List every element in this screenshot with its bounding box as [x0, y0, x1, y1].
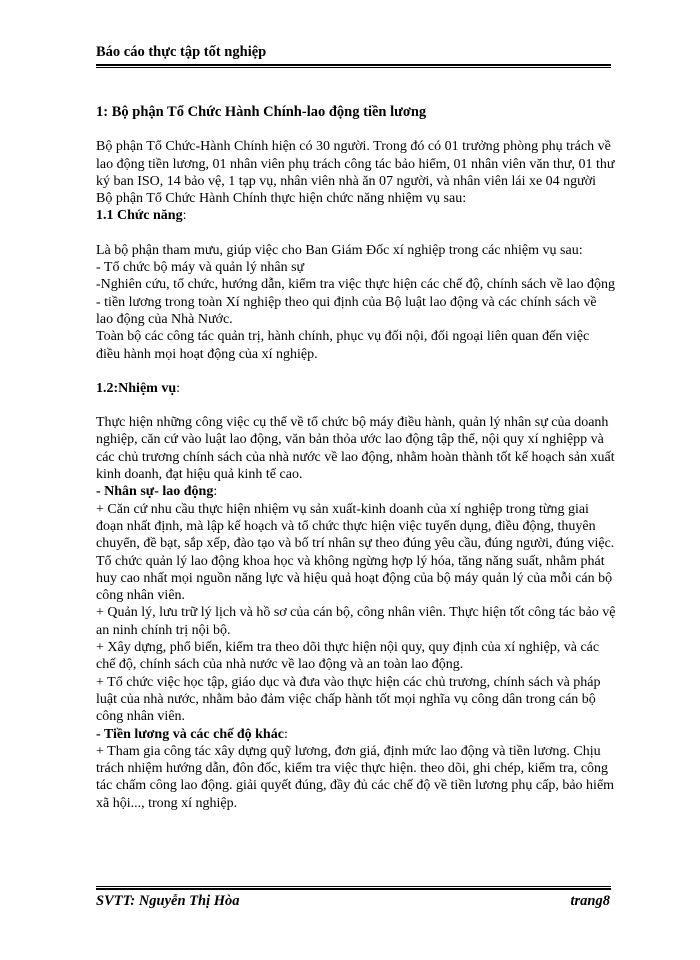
function-heading — [96, 207, 616, 224]
staff-item: + Quản lý, lưu trữ lý lịch và hồ sơ của cán bộ, công nhân viên. Thực hiện tốt công tác bảo vệ an ninh chính trị nội bộ. — [96, 605, 616, 638]
section-intro-2: Bộ phận Tổ Chức Hành Chính thực hiện chức năng nhiệm vụ sau: — [96, 191, 467, 207]
staff-item: + Tổ chức việc học tập, giáo dục và đưa vào thực hiện các chủ trương, chính sách và pháp luật của nhà nước, nhằm bảo đảm việc chấp hành tốt mọi nghĩa vụ công dân trong cán bộ công nhân viên. — [96, 674, 601, 725]
page-header: Báo cáo thực tập tốt nghiệp — [96, 44, 267, 60]
staff-item: + Xây dựng, phổ biến, kiểm tra theo dõi thực hiện nội quy, quy định của xí nghiệp, và các chế độ, chính sách của nhà nước về lao động và an toàn lao động. — [96, 640, 600, 673]
function-paragraph-2: - Tổ chức bộ máy và quản lý nhân sự — [96, 260, 305, 276]
section-intro: Bộ phận Tổ Chức-Hành Chính hiện có 30 người. Trong đó có 01 trưởng phòng phụ trách về lao động tiền lương, 01 nhân viên phụ trách công tác bảo hiểm, 01 nhân viên văn thư, 01 thư ký ban ISO, 14 bảo vệ, 1 tạp vụ, nhân viên nhà ăn 07 người, và nhân viên lái xe 04 người — [96, 139, 615, 189]
function-paragraph-1: Là bộ phận tham mưu, giúp việc cho Ban Giám Đốc xí nghiệp trong các nhiệm vụ sau: — [96, 242, 583, 258]
salary-subheading-colon: : — [283, 726, 288, 742]
duty-heading — [96, 380, 616, 397]
salary-subheading-text: - Tiền lương và các chế độ khác — [96, 726, 284, 742]
duty-heading-text: 1.2:Nhiệm vụ — [96, 380, 177, 396]
footer-page-number: trang8 — [570, 893, 610, 909]
staff-subheading-colon: : — [213, 484, 218, 500]
function-paragraph-4: Toàn bộ các công tác quản trị, hành chính, phục vụ đối nội, đối ngoại liên quan đến việc điều hành mọi hoạt động của xí nghiệp. — [96, 329, 590, 362]
document-body — [96, 104, 616, 812]
duty-heading-colon: : — [176, 380, 181, 396]
function-paragraph-3: -Nghiên cứu, tổ chức, hướng dẫn, kiểm tra việc thực hiện các chế độ, chính sách về lao động - tiền lương trong toàn Xí nghiệp theo qui định của Bộ luật lao động và các chính sách về lao động của Nhà Nước. — [96, 277, 616, 327]
footer-author: SVTT: Nguyễn Thị Hòa — [96, 893, 240, 909]
function-heading-colon: : — [182, 208, 187, 224]
header-divider — [96, 64, 611, 68]
staff-item: + Căn cứ nhu cầu thực hiện nhiệm vụ sản xuất-kinh doanh của xí nghiệp trong từng giai đoạn nhất định, mà lập kế hoạch và tổ chức thực hiện việc tuyển dụng, điều động, thuyên chuyển, đề bạt, sắp xếp, đào tạo và bố trí nhân sự theo đúng yêu cầu, đúng người, đúng việc. Tổ chức quản lý lao động khoa học và không ngừng hợp lý hóa, tăng năng suất, nhằm phát huy cao nhất mọi nguồn năng lực và hiệu quả hoạt động của bộ máy quản lý của mỗi cán bộ công nhân viên. — [96, 501, 615, 604]
function-heading-text: 1.1 Chức năng — [96, 208, 183, 224]
duty-paragraph-1: Thực hiện những công việc cụ thể về tổ chức bộ máy điều hành, quản lý nhân sự của doanh nghiệp, căn cứ vào luật lao động, văn bản thỏa ước lao động tập thể, nội quy xí nghiệpp và các chủ trương chính sách của nhà nước về lao động, nhằm hoàn thành tốt kế hoạch sản xuất kinh doanh, đạt hiệu quả kinh tế cao. — [96, 415, 615, 483]
staff-subheading-text: - Nhân sự- lao động — [96, 484, 214, 500]
footer-divider — [96, 886, 611, 890]
salary-item: + Tham gia công tác xây dựng quỹ lương, đơn giá, định mức lao động và tiền lương. Chịu trách nhiệm hướng dẫn, đôn đốc, kiểm tra việc thực hiện. theo dõi, ghi chép, kiểm tra, công tác chấm công lao động. giải quyết đúng, đầy đủ các chế độ về tiền lương phụ cấp, bảo hiểm xã hội..., trong xí nghiệp. — [96, 743, 615, 811]
salary-subheading — [96, 726, 616, 743]
staff-subheading — [96, 483, 616, 500]
section-heading: 1: Bộ phận Tổ Chức Hành Chính-lao động tiền lương — [96, 104, 427, 120]
